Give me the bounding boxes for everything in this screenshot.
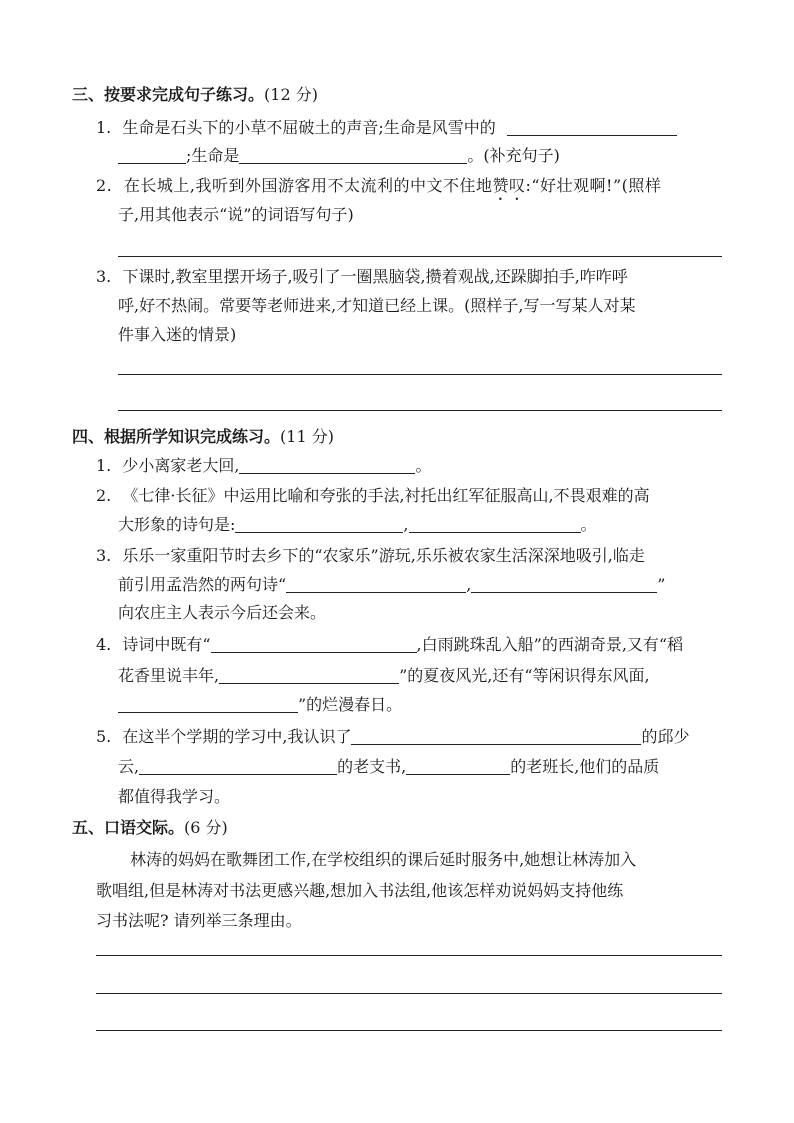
s3-q1-blank-3[interactable] bbox=[239, 147, 467, 164]
s4-q1-number: 1. bbox=[96, 456, 112, 475]
s3-q2-dotted-word: 赞叹 bbox=[492, 176, 526, 195]
s4-q5-text-2a: 云, bbox=[118, 757, 140, 776]
s3-q2-answer-line[interactable] bbox=[118, 256, 722, 257]
s4-q4-blank-1[interactable] bbox=[211, 636, 417, 653]
s4-q1-text-a: 少小离家老大回, bbox=[122, 456, 240, 475]
s3-q2-text-c: 子,用其他表示“说”的词语写句子) bbox=[118, 205, 354, 224]
section5-points: (6 分) bbox=[184, 818, 228, 837]
s4-q5-blank-3[interactable] bbox=[406, 758, 510, 775]
s3-q3-number: 3. bbox=[96, 267, 112, 286]
s3-q1-text-c: 。(补充句子) bbox=[467, 146, 560, 165]
s3-q2-line1 bbox=[96, 175, 661, 204]
section4-heading bbox=[72, 426, 334, 448]
s4-q2-blank-2[interactable] bbox=[409, 516, 581, 533]
s5-prompt-line3: 习书法呢? 请列举三条理由。 bbox=[96, 911, 302, 930]
s4-q5-text-1b: 的邱少 bbox=[641, 727, 690, 746]
s3-q2-text-a: 在长城上,我听到外国游客用不太流利的中文不住地 bbox=[123, 176, 493, 195]
section5-title: 五、口语交际。 bbox=[72, 818, 185, 837]
s4-q2-line2 bbox=[118, 514, 597, 536]
s4-q5-text-1a: 在这半个学期的学习中,我认识了 bbox=[122, 727, 352, 746]
s4-q3-text-2a: 前引用孟浩然的两句诗“ bbox=[118, 575, 287, 594]
s3-q1-blank-2[interactable] bbox=[118, 147, 186, 164]
s4-q4-text-1b: ,白雨跳珠乱入船”的西湖奇景,又有“稻 bbox=[416, 635, 684, 654]
s4-q5-text-2c: 的老班长,他们的品质 bbox=[510, 757, 660, 776]
s4-q2-text-2b: , bbox=[403, 515, 409, 534]
s5-prompt-line2: 歌唱组,但是林涛对书法更感兴趣,想加入书法组,他该怎样劝说妈妈支持他练 bbox=[96, 881, 624, 900]
section3-points: (12 分) bbox=[264, 85, 318, 104]
s3-q1-text-b: ;生命是 bbox=[186, 146, 240, 165]
s4-q1-line bbox=[96, 455, 431, 477]
s3-q3-text-1: 下课时,教室里摆开场子,吸引了一圈黑脑袋,攒着观战,还跺脚拍手,咋咋呼 bbox=[122, 267, 628, 286]
s3-q1-line1 bbox=[96, 117, 677, 139]
s4-q4-text-2b: ”的夏夜风光,还有“等闲识得东风面, bbox=[399, 666, 650, 685]
s4-q5-blank-2[interactable] bbox=[139, 758, 337, 775]
section3-heading bbox=[72, 84, 318, 106]
s4-q2-blank-1[interactable] bbox=[235, 516, 403, 533]
s3-q2-line2 bbox=[118, 204, 354, 226]
s4-q4-text-3: ”的烂漫春日。 bbox=[298, 695, 403, 714]
section4-title: 四、根据所学知识完成练习。 bbox=[72, 427, 281, 446]
s4-q3-text-2b: , bbox=[466, 575, 472, 594]
s4-q4-number: 4. bbox=[96, 635, 112, 654]
s5-prompt-line1: 林涛的妈妈在歌舞团工作,在学校组织的课后延时服务中,她想让林涛加入 bbox=[130, 850, 637, 869]
s3-q3-line1 bbox=[96, 266, 628, 288]
s5-answer-line-2[interactable] bbox=[96, 993, 722, 994]
s4-q2-text-2a: 大形象的诗句是: bbox=[118, 515, 236, 534]
s4-q3-number: 3. bbox=[96, 546, 112, 565]
section4-points: (11 分) bbox=[280, 427, 334, 446]
s4-q5-blank-1[interactable] bbox=[351, 728, 641, 745]
s4-q2-number: 2. bbox=[96, 486, 112, 505]
s3-q2-text-b: :“好壮观啊!”(照样 bbox=[525, 176, 662, 195]
s4-q2-text-2c: 。 bbox=[580, 515, 597, 534]
s4-q4-blank-2[interactable] bbox=[219, 667, 399, 684]
s4-q3-text-1: 乐乐一家重阳节时去乡下的“农家乐”游玩,乐乐被农家生活深深地吸引,临走 bbox=[122, 546, 645, 565]
s4-q5-line2 bbox=[118, 756, 659, 778]
s3-q1-number: 1. bbox=[96, 118, 112, 137]
s3-q3-line2: 呼,好不热闹。常要等老师进来,才知道已经上课。(照样子,写一写某人对某 bbox=[118, 296, 636, 315]
s4-q3-text-2c: ” bbox=[657, 575, 666, 594]
s4-q4-line2 bbox=[118, 665, 650, 687]
s4-q5-text-2b: 的老支书, bbox=[337, 757, 407, 776]
s3-q1-blank-1[interactable] bbox=[507, 119, 677, 136]
s3-q1-line2 bbox=[118, 145, 560, 167]
s4-q4-blank-3[interactable] bbox=[118, 696, 298, 713]
section5-heading bbox=[72, 817, 228, 839]
s4-q4-line1 bbox=[96, 634, 683, 656]
s4-q4-text-2a: 花香里说丰年, bbox=[118, 666, 220, 685]
s4-q1-blank[interactable] bbox=[239, 457, 415, 474]
s4-q2-line1 bbox=[96, 485, 650, 507]
s3-q3-answer-line-2[interactable] bbox=[118, 410, 722, 411]
s4-q5-line1 bbox=[96, 726, 689, 748]
section3-title: 三、按要求完成句子练习。 bbox=[72, 85, 265, 104]
s3-q1-text-a: 生命是石头下的小草不屈破土的声音;生命是风雪中的 bbox=[122, 118, 496, 137]
s4-q3-blank-2[interactable] bbox=[471, 576, 657, 593]
s4-q1-text-b: 。 bbox=[415, 456, 432, 475]
s3-q3-answer-line-1[interactable] bbox=[118, 374, 722, 375]
s4-q3-line1 bbox=[96, 545, 645, 567]
s5-answer-line-3[interactable] bbox=[96, 1030, 722, 1031]
s5-answer-line-1[interactable] bbox=[96, 955, 722, 956]
s4-q2-text-1: 《七律·长征》中运用比喻和夸张的手法,衬托出红军征服高山,不畏艰难的高 bbox=[122, 486, 650, 505]
s4-q4-text-1a: 诗词中既有“ bbox=[122, 635, 211, 654]
s3-q2-number: 2. bbox=[96, 176, 113, 195]
s4-q3-line3: 向农庄主人表示今后还会来。 bbox=[118, 603, 327, 622]
s4-q3-blank-1[interactable] bbox=[286, 576, 466, 593]
s4-q4-line3 bbox=[118, 694, 402, 716]
s4-q5-number: 5. bbox=[96, 727, 112, 746]
s4-q5-line3: 都值得我学习。 bbox=[118, 787, 231, 806]
s3-q3-line3: 件事入迷的情景) bbox=[118, 325, 237, 344]
s4-q3-line2 bbox=[118, 574, 665, 596]
